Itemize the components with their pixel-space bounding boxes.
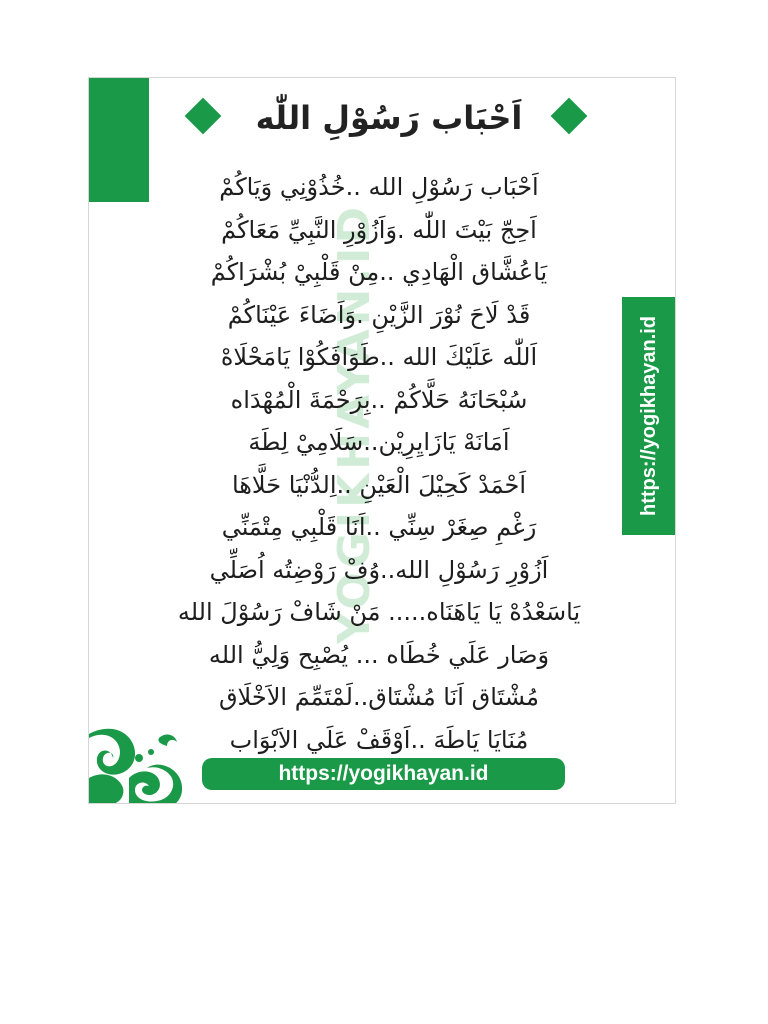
diamond-right-icon: [551, 98, 588, 135]
lyric-line: يَاسَعْدُهْ يَا يَاهَنَاه..... مَنْ شَافْ رَسُوْلَ الله: [177, 598, 581, 626]
lyric-line: اَللّٰه عَلَيْكَ الله ..طَوَافَكُوْا يَامَحْلَاهْ: [220, 343, 538, 371]
lyric-line: يَاعُشَّاق الْهَادِي ..مِنْ قَلْبِيْ بُشْرَاكُمْ: [210, 258, 548, 286]
corner-green-bar: [89, 78, 149, 202]
lyric-line: مُشْتَاق اَنَا مُشْتَاق..لَمْتَمِّمَ الاَخْلَاق: [218, 683, 540, 711]
lyric-line: اَحْمَدْ كَحِيْلَ الْعَيْنِ ..اِلدُّنْيَا حَلَّاهَا: [231, 470, 527, 499]
side-url-text[interactable]: https://yogikhayan.id: [638, 315, 660, 517]
lyric-line: وَصَار عَلَي خُطَاه ... يُصْبِح وَلِيُّ الله: [208, 640, 550, 669]
bottom-url-banner: [202, 758, 565, 790]
lyric-line: اَمَانَهْ يَازَايِرِيْن..سَلَامِيْ لِطَهَ: [248, 428, 510, 456]
lyric-line: سُبْحَانَهُ حَلَّاكُمْ ..بِرَحْمَةَ الْمُهْدَاه: [230, 385, 528, 414]
side-url-banner: [622, 297, 676, 535]
watermark-text: YOGIKHAYAN.ID: [329, 202, 380, 644]
lyric-line: قَدْ لَاحَ نُوْرَ الزَّيْنِ .وَاَضَاءَ عَيْنَاكُمْ: [227, 300, 531, 329]
document-card: [88, 77, 676, 804]
lyric-line: اَزُوْرِ رَسُوْلِ الله..وُفْ رَوْضِتُه اُصَلِّي: [209, 555, 549, 584]
lyrics-block: [159, 166, 599, 761]
lyric-line: مُنَايَا يَاطَهَ ..اَوْقَفْ عَلَي الاَبْوَاب: [229, 725, 529, 754]
lyric-line: اَحِجّ بَيْتَ اللّٰه .وَاَزُوْرِ النَّبِيِّ مَعَاكُمْ: [221, 215, 537, 244]
lyric-line: رَغْمِ صِغَرْ سِنِّي ..اَنَا قَلْبِي مِتْمَنِّي: [221, 513, 537, 541]
bottom-url-text[interactable]: https://yogikhayan.id: [278, 762, 489, 785]
lyric-line: اَحْبَاب رَسُوْلِ الله ..خُذُوْنِي وَيَاكُمْ: [219, 173, 539, 201]
floral-ornament-icon: [89, 718, 189, 804]
diamond-left-icon: [185, 98, 222, 135]
page-title: اَحْبَاب رَسُوْلِ اللّٰه: [255, 99, 523, 137]
